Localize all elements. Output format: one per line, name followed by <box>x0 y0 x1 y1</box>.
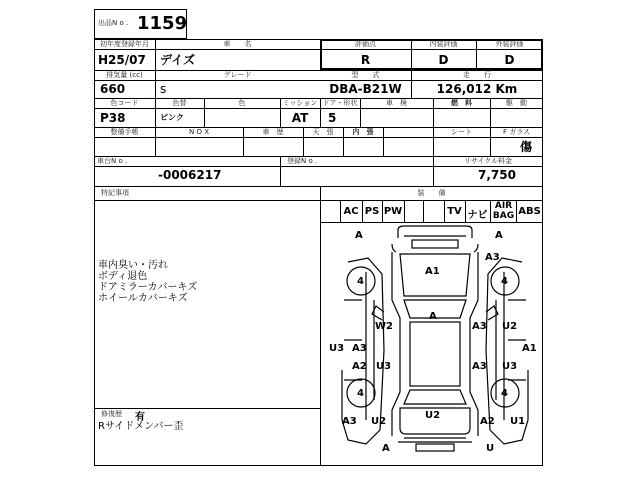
doors-value: 5 <box>328 111 337 125</box>
repair-value: 有 <box>135 412 145 423</box>
grade-value: s <box>160 82 167 96</box>
lot-label: 出品N o . <box>98 19 129 27</box>
chassis-label: 車台N o . <box>97 157 128 165</box>
doors-label: ドア・形状 <box>322 99 358 107</box>
maintenance-label: 整備手帳 <box>110 128 139 136</box>
note-line-2: ボディ退色 <box>98 271 148 282</box>
fuel-label: 燃 料 <box>451 99 472 107</box>
damage-mark: U <box>486 443 495 454</box>
first-reg-value: H25/07 <box>98 53 146 67</box>
interior-top-label: 内 張 <box>352 128 374 136</box>
glass-label: F ガラス <box>502 128 531 136</box>
transmission-label: ミッション <box>282 99 318 107</box>
damage-mark: A <box>429 311 437 322</box>
color-code-value: P38 <box>100 111 126 125</box>
equipment-ac: AC <box>343 206 359 217</box>
exterior-value: D <box>504 53 515 67</box>
exterior-label: 外装評価 <box>495 40 524 48</box>
damage-mark: 4 <box>357 276 364 287</box>
damage-mark: A1 <box>522 343 537 354</box>
displacement-value: 660 <box>100 82 126 96</box>
damage-mark: W2 <box>375 321 393 332</box>
nox-label: N O X <box>189 128 209 136</box>
drive-label: 駆 動 <box>506 99 527 107</box>
damage-mark: A3 <box>342 416 357 427</box>
grade-score-label: 評価点 <box>355 40 376 48</box>
note-line-3: ドアミラーカバーキズ <box>98 282 198 293</box>
damage-mark: A <box>495 230 503 241</box>
damage-mark: 4 <box>501 276 508 287</box>
equipment-ps: PS <box>364 206 380 217</box>
model-value: DBA-B21W <box>329 82 402 96</box>
chassis-value: -0006217 <box>158 168 222 182</box>
car-name-value: デイズ <box>160 53 196 67</box>
grade-score-value: R <box>360 53 371 67</box>
displacement-label: 排気量 (cc) <box>106 71 143 79</box>
damage-mark: 4 <box>357 388 364 399</box>
seat-label: シート <box>451 128 472 136</box>
color-family-label: 色替 <box>172 99 187 107</box>
damage-mark: U3 <box>502 361 518 372</box>
note-line-1: 車内臭い・汚れ <box>98 260 168 271</box>
glass-value: 傷 <box>520 140 533 154</box>
equipment-tv: TV <box>447 206 462 217</box>
lot-number: 1159 <box>137 13 188 34</box>
interior-label: 内装評価 <box>429 40 458 48</box>
equipment-navi: ナビ <box>467 210 488 221</box>
damage-mark: A2 <box>480 416 495 427</box>
damage-mark: U2 <box>371 416 387 427</box>
damage-mark: U2 <box>425 410 441 421</box>
history-label: 車 歴 <box>262 128 284 136</box>
color-code-label: 色コード <box>110 99 139 107</box>
repair-detail: Rサイドメンバー歪 <box>98 421 184 432</box>
damage-mark: A3 <box>472 361 487 372</box>
interior-value: D <box>438 53 449 67</box>
inspection-label: 車 検 <box>386 99 407 107</box>
note-line-4: ホイールカバーキズ <box>98 293 188 304</box>
damage-mark: A <box>382 443 390 454</box>
grade-label: グレード <box>223 71 252 79</box>
damage-mark: U3 <box>329 343 345 354</box>
reg-label: 登録N o . <box>287 157 318 165</box>
damage-mark: A1 <box>425 266 440 277</box>
color-label: 色 <box>238 99 246 107</box>
damage-mark: A3 <box>352 343 367 354</box>
damage-mark: A3 <box>485 252 500 263</box>
transmission-value: AT <box>291 111 309 125</box>
notes-label: 特記事項 <box>101 189 129 197</box>
equipment-pw: PW <box>383 206 403 217</box>
model-label: 型 式 <box>351 71 380 79</box>
sunroof-label: 天 張 <box>312 128 334 136</box>
damage-mark: A <box>355 230 363 241</box>
color-family-value: ピンク <box>160 113 184 122</box>
equipment-label: 装 備 <box>417 189 446 197</box>
recycle-value: 7,750 <box>478 168 516 182</box>
damage-mark: U2 <box>502 321 518 332</box>
equipment-airbag: AIR BAG <box>492 201 515 221</box>
damage-mark: 4 <box>501 388 508 399</box>
car-name-label: 車 名 <box>223 40 252 48</box>
damage-mark: U1 <box>510 416 526 427</box>
repair-label: 修復歴 <box>101 410 122 418</box>
damage-mark: U3 <box>376 361 392 372</box>
mileage-label: 走 行 <box>463 71 491 79</box>
damage-mark: A3 <box>472 321 487 332</box>
first-reg-label: 初年度登録年月 <box>100 40 149 48</box>
equipment-abs: ABS <box>518 206 541 217</box>
mileage-value: 126,012 Km <box>436 82 518 96</box>
damage-mark: A2 <box>352 361 367 372</box>
recycle-label: リサイクル料金 <box>463 157 513 165</box>
